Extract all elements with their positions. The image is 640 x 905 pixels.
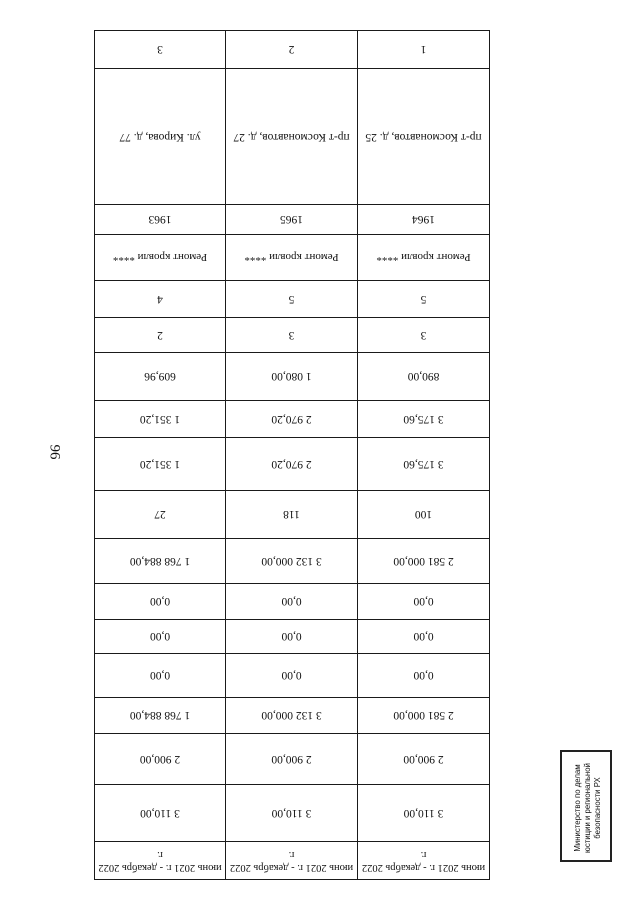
repair-program-table <box>94 30 490 880</box>
cell-limit-cost: 3 110,00 <box>95 785 226 842</box>
cell-entrances: 3 <box>358 318 490 353</box>
cell-work-type: Ремонт кровли **** <box>358 235 490 281</box>
cell-entrances: 2 <box>95 318 226 353</box>
cell-period: июнь 2021 г. - декабрь 2022 г. <box>95 842 226 880</box>
cell-unit-cost: 2 900,00 <box>358 734 490 785</box>
cell-work-type: Ремонт кровли **** <box>226 235 358 281</box>
cell-row-number: 1 <box>358 31 490 69</box>
cell-area: 890,00 <box>358 353 490 401</box>
cell-area-living: 1 351,20 <box>95 438 226 491</box>
cell-floors: 4 <box>95 281 226 318</box>
cell-floors: 5 <box>358 281 490 318</box>
cell-fund-regional: 0,00 <box>226 620 358 654</box>
cell-fund-owners: 1 768 884,00 <box>95 698 226 734</box>
cell-address: пр-т Космонавтов, д. 25 <box>358 69 490 205</box>
cell-fund-local: 0,00 <box>95 654 226 698</box>
cell-fund-regional: 0,00 <box>358 620 490 654</box>
cell-entrances: 3 <box>226 318 358 353</box>
cell-cost-total: 1 768 884,00 <box>95 539 226 584</box>
cell-unit-cost: 2 900,00 <box>95 734 226 785</box>
cell-fund-local: 0,00 <box>358 654 490 698</box>
cell-residents: 118 <box>226 491 358 539</box>
cell-area: 609,96 <box>95 353 226 401</box>
cell-area-total: 3 175,60 <box>358 401 490 438</box>
cell-fund-owners: 3 132 000,00 <box>226 698 358 734</box>
cell-cost-total: 2 581 000,00 <box>358 539 490 584</box>
cell-address: пр-т Космонавтов, д. 27 <box>226 69 358 205</box>
cell-area: 1 080,00 <box>226 353 358 401</box>
cell-work-type: Ремонт кровли **** <box>95 235 226 281</box>
stamp-line: юстиции и региональной <box>582 763 592 853</box>
cell-period: июнь 2021 г. - декабрь 2022 г. <box>358 842 490 880</box>
cell-limit-cost: 3 110,00 <box>358 785 490 842</box>
cell-row-number: 3 <box>95 31 226 69</box>
cell-residents: 27 <box>95 491 226 539</box>
cell-area-living: 2 970,20 <box>226 438 358 491</box>
cell-fund-federal: 0,00 <box>95 584 226 620</box>
cell-residents: 100 <box>358 491 490 539</box>
cell-limit-cost: 3 110,00 <box>226 785 358 842</box>
cell-address: ул. Кирова, д. 77 <box>95 69 226 205</box>
cell-fund-regional: 0,00 <box>95 620 226 654</box>
cell-fund-owners: 2 581 000,00 <box>358 698 490 734</box>
cell-row-number: 2 <box>226 31 358 69</box>
cell-fund-local: 0,00 <box>226 654 358 698</box>
stamp-line: Министерство по делам <box>572 764 582 852</box>
cell-area-total: 2 970,20 <box>226 401 358 438</box>
stamp-text <box>573 756 603 860</box>
cell-area-total: 1 351,20 <box>95 401 226 438</box>
cell-year: 1963 <box>95 205 226 235</box>
cell-fund-federal: 0,00 <box>226 584 358 620</box>
cell-floors: 5 <box>226 281 358 318</box>
stamp-line: безопасности РХ <box>593 777 603 839</box>
cell-unit-cost: 2 900,00 <box>226 734 358 785</box>
cell-area-living: 3 175,60 <box>358 438 490 491</box>
cell-year: 1965 <box>226 205 358 235</box>
cell-year: 1964 <box>358 205 490 235</box>
cell-cost-total: 3 132 000,00 <box>226 539 358 584</box>
cell-fund-federal: 0,00 <box>358 584 490 620</box>
ministry-stamp <box>560 750 612 862</box>
cell-period: июнь 2021 г. - декабрь 2022 г. <box>226 842 358 880</box>
page-number: 96 <box>46 444 63 460</box>
